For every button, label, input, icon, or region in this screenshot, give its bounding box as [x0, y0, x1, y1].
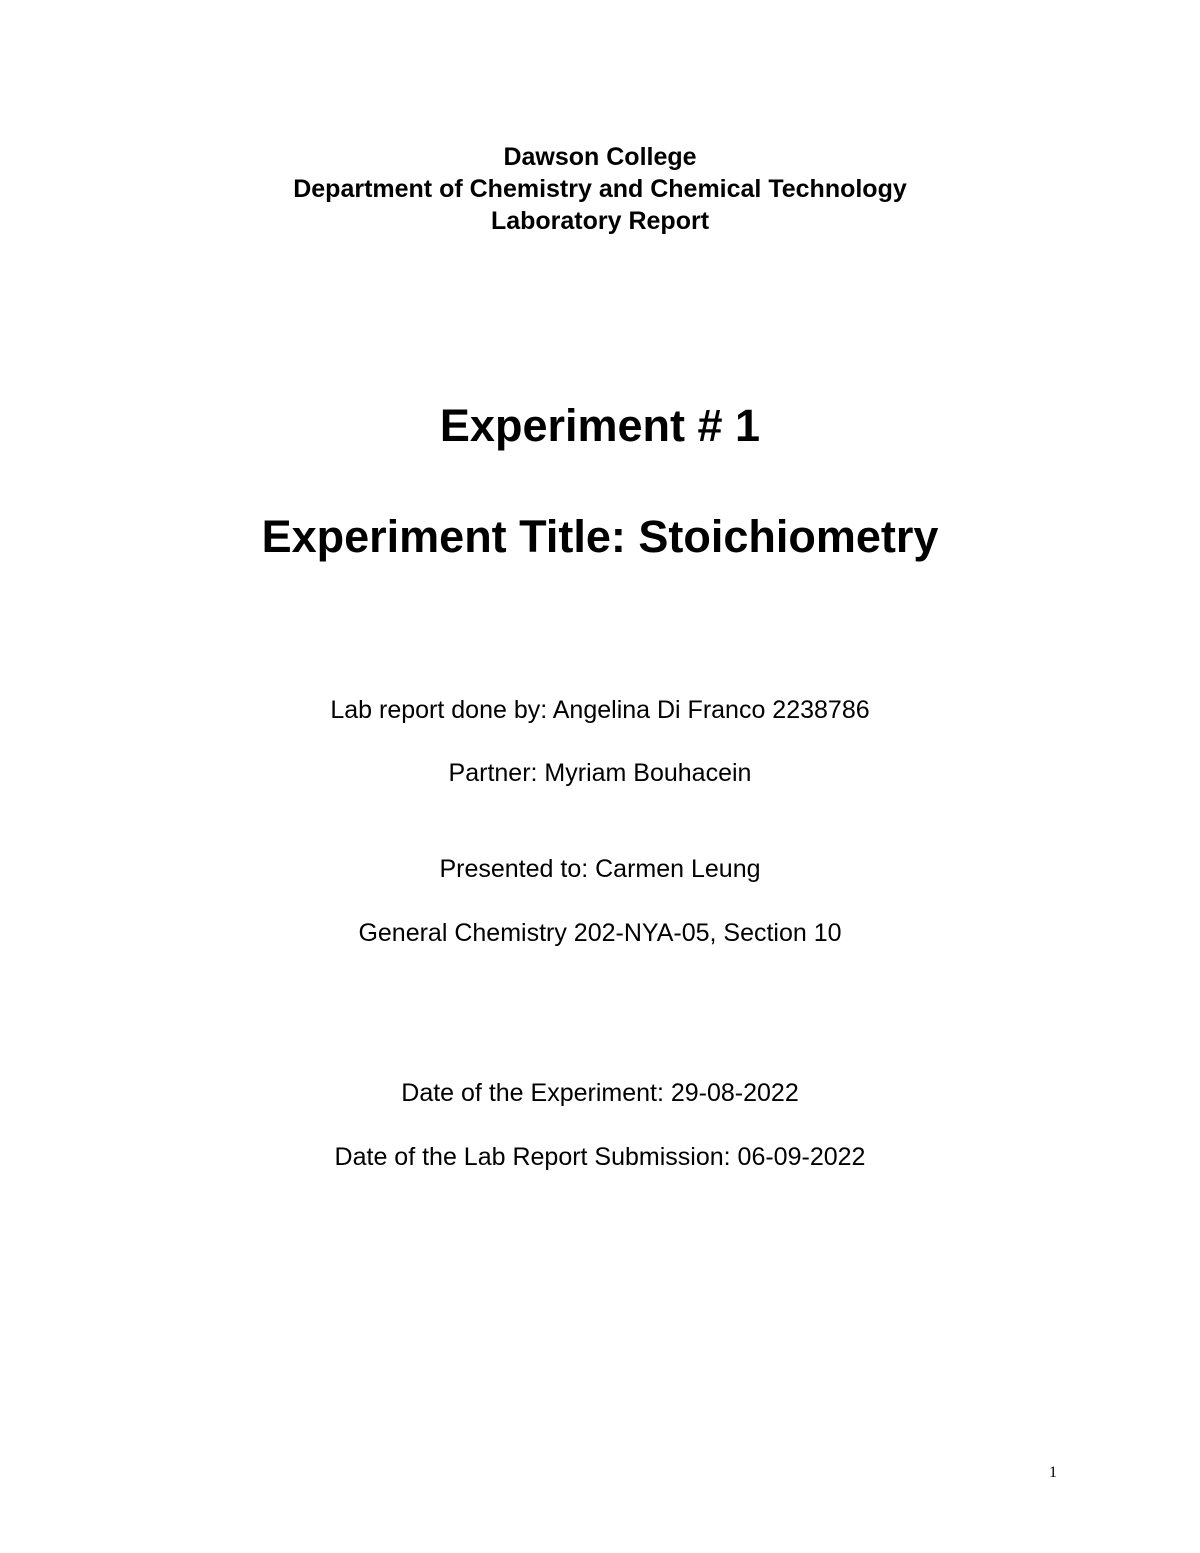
document-type: Laboratory Report — [490, 207, 710, 235]
page-number: 1 — [1049, 1464, 1057, 1481]
presented-to-line: Presented to: Carmen Leung — [439, 855, 761, 883]
author-line: Lab report done by: Angelina Di Franco 2238786 — [330, 696, 870, 724]
institution-name: Dawson College — [503, 143, 697, 171]
experiment-date-line: Date of the Experiment: 29-08-2022 — [401, 1079, 799, 1107]
experiment-number: Experiment # 1 — [439, 400, 761, 451]
partner-line: Partner: Myriam Bouhacein — [448, 759, 752, 787]
department-name: Department of Chemistry and Chemical Technology — [293, 175, 907, 203]
submission-date-line: Date of the Lab Report Submission: 06-09-2022 — [334, 1143, 866, 1171]
experiment-title: Experiment Title: Stoichiometry — [261, 511, 939, 562]
course-line: General Chemistry 202-NYA-05, Section 10 — [358, 919, 842, 947]
